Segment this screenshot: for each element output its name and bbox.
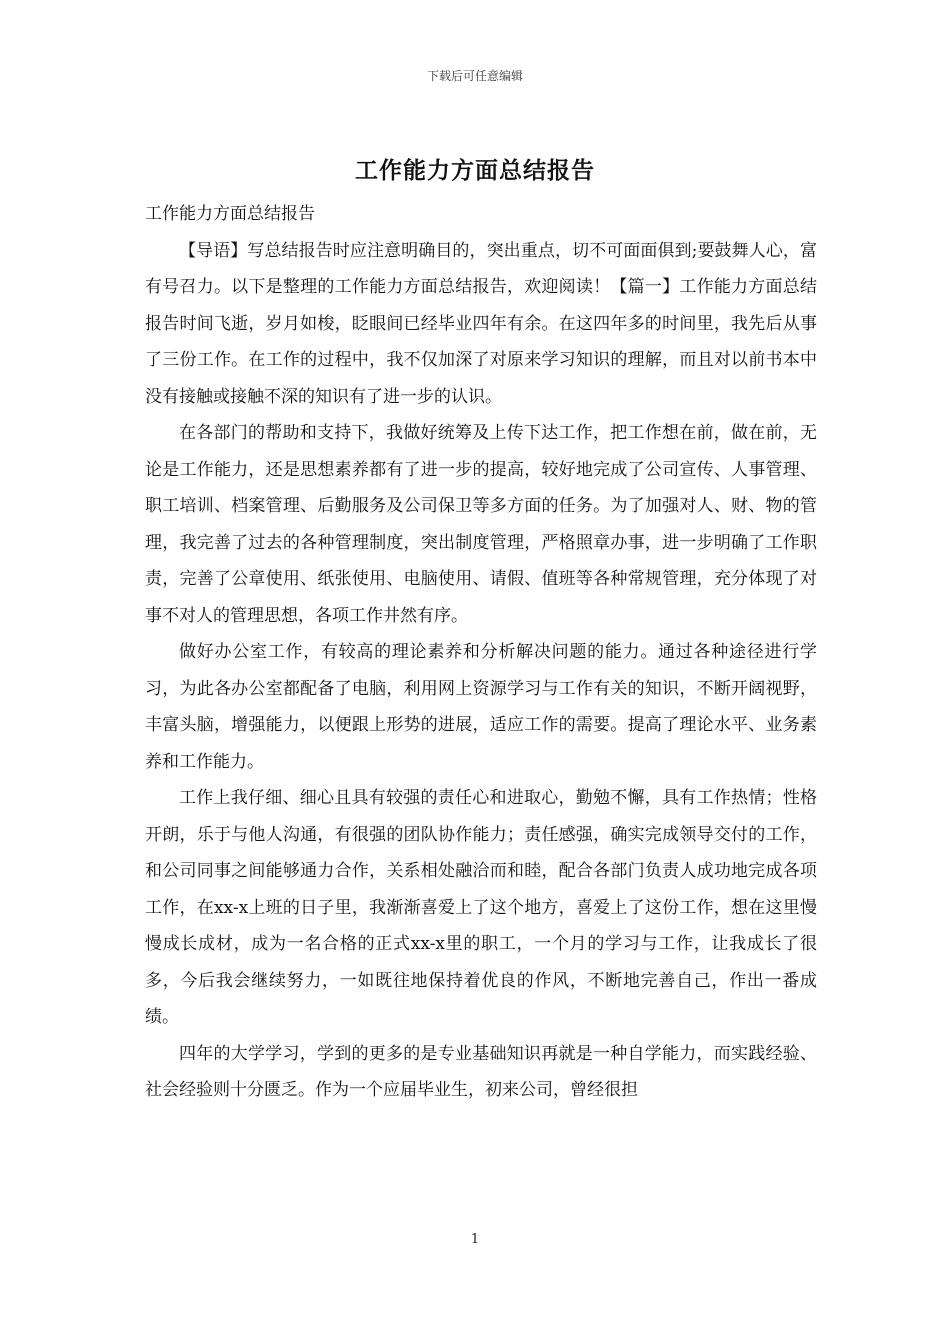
document-body [145,196,817,1109]
header-note: 下载后可任意编辑 [426,69,523,83]
document-title: 工作能力方面总结报告 [355,157,595,184]
paragraph: 做好办公室工作，有较高的理论素养和分析解决问题的能力。通过各种途径进行学习，为此各办公室都配备了电脑，利用网上资源学习与工作有关的知识，不断开阔视野，丰富头脑，增强能力，以便跟上形势的进展，适应工作的需要。提高了理论水平、业务素养和工作能力。 [145,642,817,772]
paragraph: 【导语】写总结报告时应注意明确目的，突出重点，切不可面面俱到;要鼓舞人心，富有号召力。以下是整理的工作能力方面总结报告，欢迎阅读！【篇一】工作能力方面总结报告时间飞逝，岁月如梭，眨眼间已经毕业四年有余。在这四年多的时间里，我先后从事了三份工作。在工作的过程中，我不仅加深了对原来学习知识的理解，而且对以前书本中没有接触或接触不深的知识有了进一步的认识。 [145,240,817,407]
page-number: 1 [470,1232,480,1247]
paragraph: 在各部门的帮助和支持下，我做好统筹及上传下达工作，把工作想在前，做在前，无论是工作能力，还是思想素养都有了进一步的提高，较好地完成了公司宣传、人事管理、职工培训、档案管理、后勤服务及公司保卫等多方面的任务。为了加强对人、财、物的管理，我完善了过去的各种管理制度，突出制度管理，严格照章办事，进一步明确了工作职责，完善了公章使用、纸张使用、电脑使用、请假、值班等各种常规管理，充分体现了对事不对人的管理思想，各项工作井然有序。 [145,423,817,626]
paragraph: 工作上我仔细、细心且具有较强的责任心和进取心，勤勉不懈，具有工作热情；性格开朗，乐于与他人沟通，有很强的团队协作能力；责任感强，确实完成领导交付的工作，和公司同事之间能够通力合作，关系相处融洽而和睦，配合各部门负责人成功地完成各项工作，在xx-x上班的日子里，我渐渐喜爱上了这个地方，喜爱上了这份工作，想在这里慢慢成长成材，成为一名合格的正式xx-x里的职工，一个月的学习与工作，让我成长了很多，今后我会继续努力，一如既往地保持着优良的作风，不断地完善自己，作出一番成绩。 [145,788,817,1027]
document-subtitle: 工作能力方面总结报告 [145,204,315,224]
paragraph: 四年的大学学习，学到的更多的是专业基础知识再就是一种自学能力，而实践经验、社会经验则十分匮乏。作为一个应届毕业生，初来公司，曾经很担 [145,1043,817,1100]
